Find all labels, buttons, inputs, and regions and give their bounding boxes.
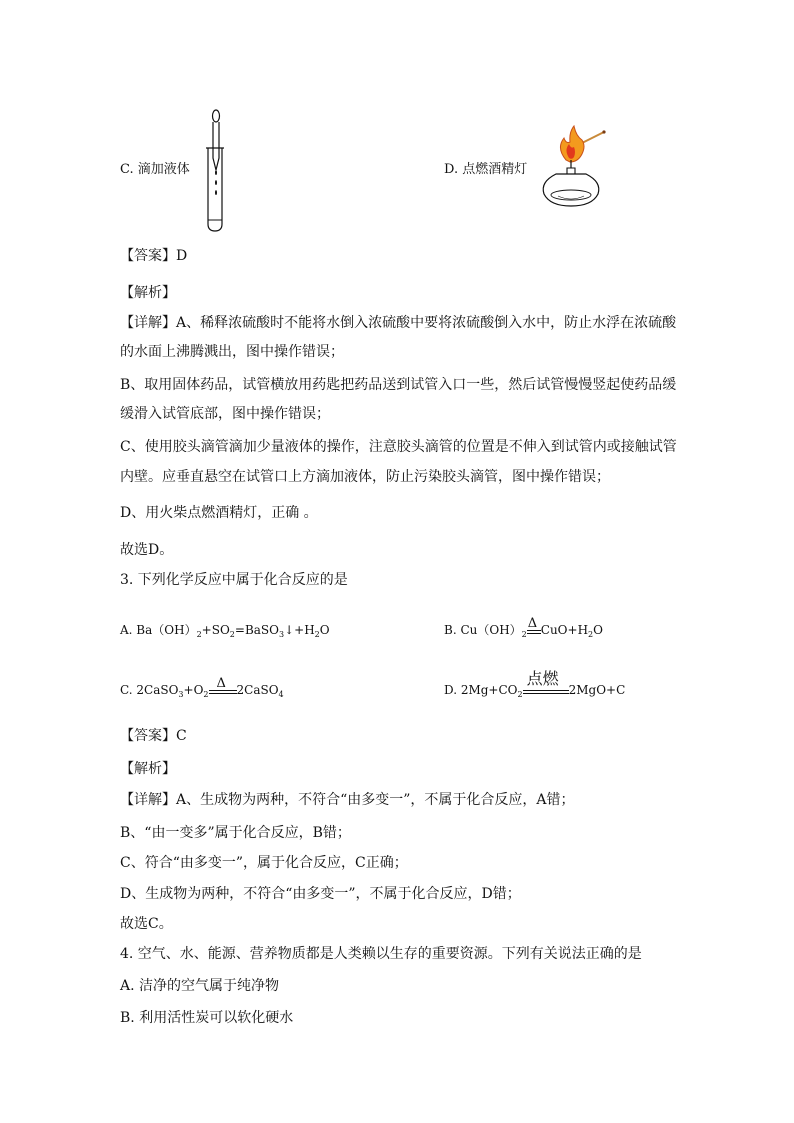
- q2-analysis-heading: 【解析】: [120, 285, 176, 301]
- q2-answer: 【答案】D: [120, 248, 188, 264]
- q3-question: 3. 下列化学反应中属于化合反应的是: [120, 572, 348, 588]
- q2-detail-b-line2: 缓滑入试管底部，图中操作错误；: [120, 406, 330, 422]
- q2-detail-d-line: D、用火柴点燃酒精灯，正确 。: [120, 505, 318, 521]
- q3-detail-c: C、符合“由多变一”，属于化合反应，C正确；: [120, 855, 408, 871]
- q3-conclusion: 故选C。: [120, 916, 173, 932]
- q3-option-d: D. $2Mg+CO_2$ 点燃 2MgO+C: [444, 669, 626, 699]
- q2-detail-b-line1: B、取用固体药品，试管横放用药匙把药品送到试管入口一些，然后试管慢慢竖起使药品缓: [120, 377, 677, 393]
- q3-detail-a: 【详解】A、生成物为两种，不符合“由多变一”，不属于化合反应，A错；: [120, 792, 575, 808]
- lighting-alcohol-lamp-illustration: [536, 124, 616, 208]
- heat-symbol: Δ: [216, 676, 226, 691]
- q4-option-b: B. 利用活性炭可以软化硬水: [120, 1010, 294, 1026]
- q2-detail-c-line1: C、使用胶头滴管滴加少量液体的操作，注意胶头滴管的位置是不伸入到试管内或接触试管: [120, 439, 677, 455]
- dropper-test-tube-illustration: [200, 106, 234, 234]
- option-d-label: D. 点燃酒精灯: [444, 162, 528, 177]
- q3-detail-b: B、“由一变多”属于化合反应，B错；: [120, 825, 351, 841]
- heat-symbol: Δ: [527, 616, 538, 631]
- q4-question: 4. 空气、水、能源、营养物质都是人类赖以生存的重要资源。下列有关说法正确的是: [120, 946, 642, 962]
- ignite-condition: 点燃: [526, 669, 559, 688]
- q2-conclusion: 故选D。: [120, 542, 174, 558]
- q3-option-c: C. $2CaSO_3+O_2$ Δ 2CaSO$_4$: [120, 676, 284, 699]
- q4-option-a: A. 洁净的空气属于纯净物: [120, 978, 280, 994]
- q3-analysis-heading: 【解析】: [120, 761, 176, 777]
- q3-option-a: A. $Ba(OH)_2+SO_2=BaSO_3↓+H_2O$: [120, 623, 330, 639]
- option-c-label: C. 滴加液体: [120, 162, 190, 177]
- q2-detail-a-line2: 的水面上沸腾溅出，图中操作错误；: [120, 344, 344, 360]
- q2-detail-a-line1: 【详解】A、稀释浓硫酸时不能将水倒入浓硫酸中要将浓硫酸倒入水中，防止水浮在浓硫酸: [120, 315, 677, 331]
- q2-detail-c-line2: 内壁。应垂直悬空在试管口上方滴加液体，防止污染胶头滴管，图中操作错误；: [120, 469, 610, 485]
- q3-answer: 【答案】C: [120, 728, 187, 744]
- q3-option-b: B. $Cu(OH)_2$ Δ $CuO+H_2O$: [444, 616, 603, 639]
- q3-detail-d: D、生成物为两种，不符合“由多变一”，不属于化合反应，D错；: [120, 886, 521, 902]
